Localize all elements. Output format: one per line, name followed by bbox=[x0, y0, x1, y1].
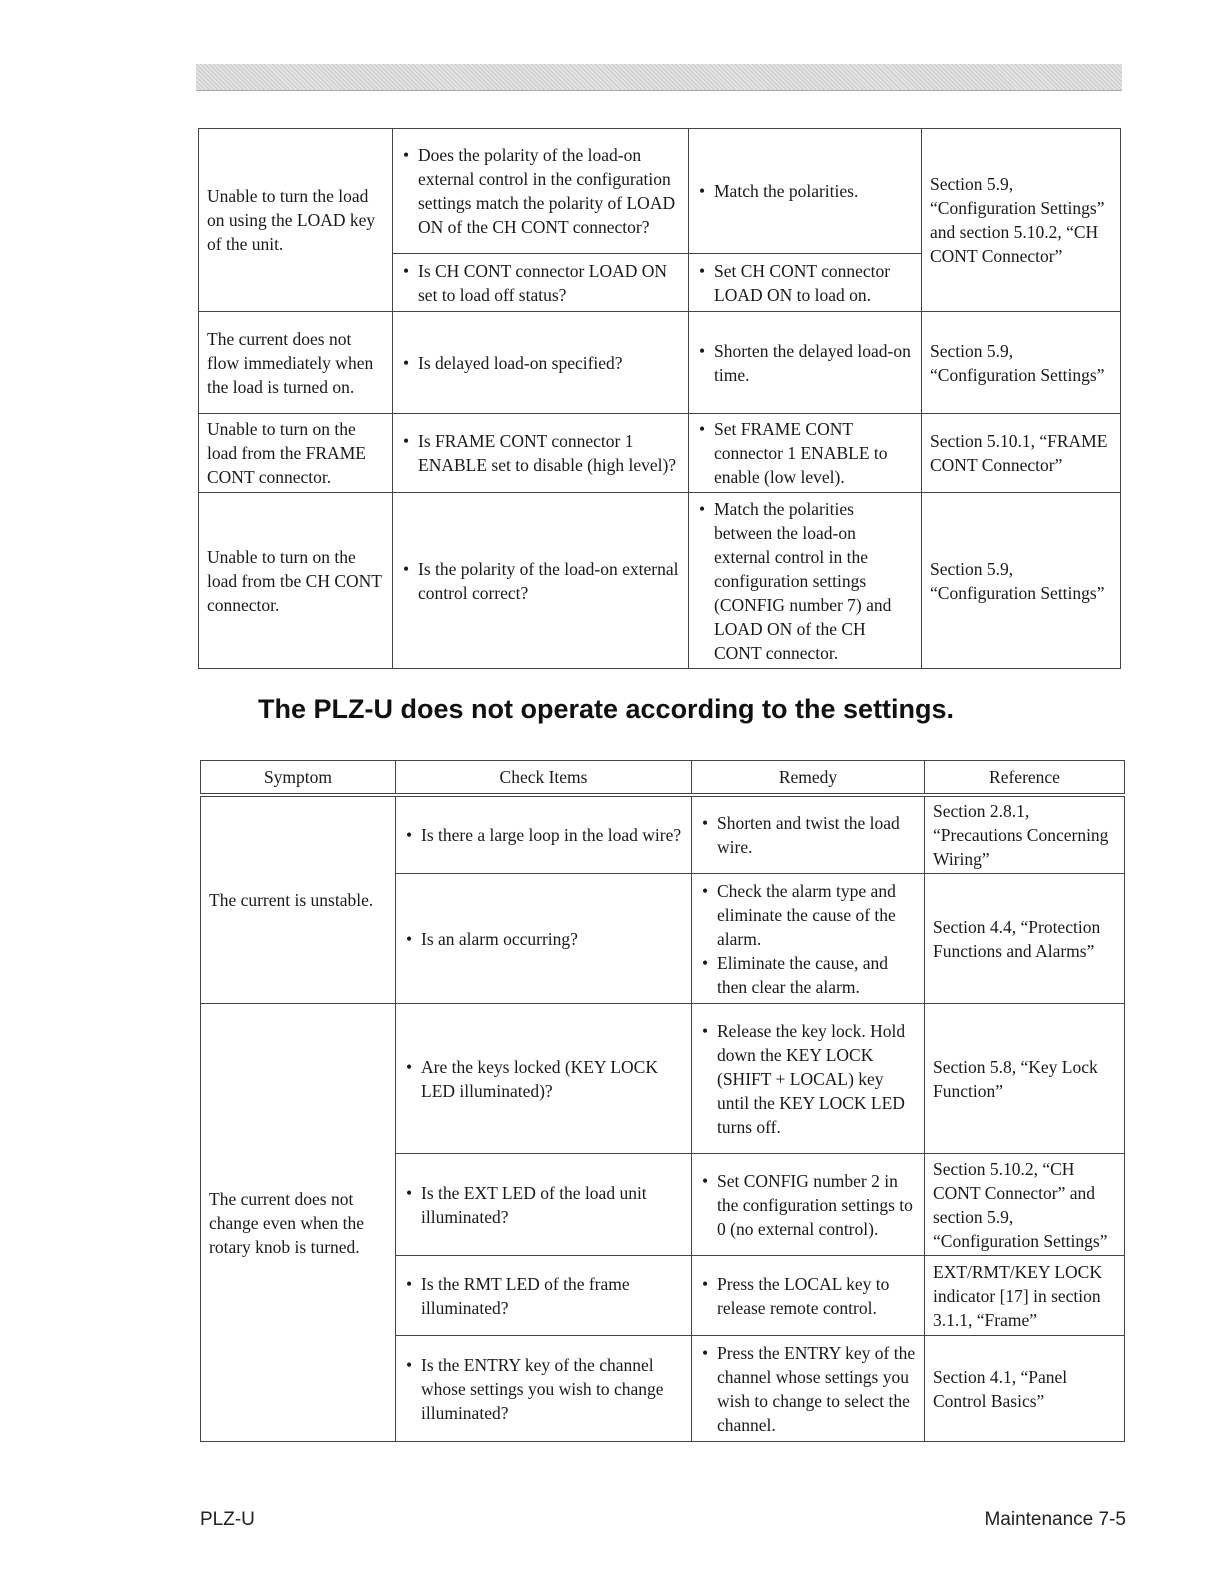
list-item: • Set CH CONT connector LOAD ON to load on. bbox=[697, 259, 913, 307]
reference-cell: Section 4.1, “Panel Control Basics” bbox=[925, 1336, 1125, 1442]
list-item: • Does the polarity of the load-on external control in the configuration settings match the polarity of LOAD ON of the CH CONT connector? bbox=[401, 143, 680, 239]
list-item: • Check the alarm type and eliminate the cause of the alarm. bbox=[700, 879, 916, 951]
list-item: • Press the LOCAL key to release remote control. bbox=[700, 1272, 916, 1320]
check-cell bbox=[393, 129, 689, 254]
troubleshooting-table bbox=[200, 760, 1125, 1442]
header-reference: Reference bbox=[925, 761, 1125, 796]
table-row bbox=[199, 129, 1121, 254]
list-item: • Is the ENTRY key of the channel whose settings you wish to change illuminated? bbox=[404, 1353, 683, 1425]
symptom-cell: The current does not change even when the rotary knob is turned. bbox=[201, 1004, 396, 1442]
list-item: • Match the polarities between the load-on external control in the configuration settings (CONFIG number 7) and LOAD ON of the CH CONT connector. bbox=[697, 497, 913, 665]
header-remedy: Remedy bbox=[692, 761, 925, 796]
symptom-cell: Unable to turn on the load from the FRAME CONT connector. bbox=[199, 414, 393, 493]
footer-product-name: PLZ-U bbox=[200, 1509, 255, 1530]
table-row bbox=[201, 795, 1125, 874]
list-item: • Set FRAME CONT connector 1 ENABLE to enable (low level). bbox=[697, 417, 913, 489]
remedy-cell bbox=[692, 1336, 925, 1442]
header-band bbox=[196, 64, 1122, 91]
remedy-cell bbox=[692, 1004, 925, 1154]
header-check-items: Check Items bbox=[396, 761, 692, 796]
list-item: • Is CH CONT connector LOAD ON set to load off status? bbox=[401, 259, 680, 307]
symptom-cell: The current does not flow immediately when the load is turned on. bbox=[199, 312, 393, 414]
remedy-cell bbox=[689, 312, 922, 414]
remedy-cell bbox=[692, 1154, 925, 1256]
list-item: • Are the keys locked (KEY LOCK LED illuminated)? bbox=[404, 1055, 683, 1103]
table-row bbox=[201, 1004, 1125, 1154]
list-item: • Set CONFIG number 2 in the configuration settings to 0 (no external control). bbox=[700, 1169, 916, 1241]
check-cell bbox=[396, 874, 692, 1004]
reference-cell: Section 4.4, “Protection Functions and Alarms” bbox=[925, 874, 1125, 1004]
check-cell bbox=[393, 414, 689, 493]
reference-cell: Section 5.9, “Configuration Settings” bbox=[922, 312, 1121, 414]
list-item: • Is there a large loop in the load wire? bbox=[404, 823, 683, 847]
list-item: • Shorten the delayed load-on time. bbox=[697, 339, 913, 387]
list-item: • Shorten and twist the load wire. bbox=[700, 811, 916, 859]
check-cell bbox=[396, 1004, 692, 1154]
remedy-cell bbox=[692, 1256, 925, 1336]
list-item: • Is the RMT LED of the frame illuminated? bbox=[404, 1272, 683, 1320]
list-item: • Press the ENTRY key of the channel whose settings you wish to change to select the channel. bbox=[700, 1341, 916, 1437]
header-symptom: Symptom bbox=[201, 761, 396, 796]
remedy-cell bbox=[689, 493, 922, 669]
list-item: • Release the key lock. Hold down the KEY LOCK (SHIFT + LOCAL) key until the KEY LOCK LED turns off. bbox=[700, 1019, 916, 1139]
reference-cell: Section 5.8, “Key Lock Function” bbox=[925, 1004, 1125, 1154]
table-row bbox=[199, 312, 1121, 414]
check-cell bbox=[396, 1256, 692, 1336]
list-item: • Is an alarm occurring? bbox=[404, 927, 683, 951]
troubleshooting-table-continued bbox=[198, 128, 1121, 669]
check-cell bbox=[393, 312, 689, 414]
reference-cell: Section 2.8.1, “Precautions Concerning Wiring” bbox=[925, 795, 1125, 874]
reference-cell: Section 5.10.2, “CH CONT Connector” and section 5.9, “Configuration Settings” bbox=[925, 1154, 1125, 1256]
remedy-cell bbox=[689, 414, 922, 493]
symptom-cell: Unable to turn on the load from tbe CH CONT connector. bbox=[199, 493, 393, 669]
reference-cell: EXT/RMT/KEY LOCK indicator [17] in section 3.1.1, “Frame” bbox=[925, 1256, 1125, 1336]
remedy-cell bbox=[692, 874, 925, 1004]
list-item: • Is the polarity of the load-on external control correct? bbox=[401, 557, 680, 605]
list-item: • Is the EXT LED of the load unit illuminated? bbox=[404, 1181, 683, 1229]
table-row bbox=[199, 493, 1121, 669]
footer-page-number: Maintenance 7-5 bbox=[984, 1509, 1126, 1530]
list-item: • Is delayed load-on specified? bbox=[401, 351, 680, 375]
list-item: • Match the polarities. bbox=[697, 179, 913, 203]
reference-cell: Section 5.10.1, “FRAME CONT Connector” bbox=[922, 414, 1121, 493]
symptom-cell: Unable to turn the load on using the LOAD key of the unit. bbox=[199, 129, 393, 312]
list-item: • Is FRAME CONT connector 1 ENABLE set to disable (high level)? bbox=[401, 429, 680, 477]
check-cell bbox=[393, 493, 689, 669]
check-cell bbox=[396, 795, 692, 874]
table-row bbox=[199, 414, 1121, 493]
remedy-cell bbox=[692, 795, 925, 874]
remedy-cell bbox=[689, 254, 922, 312]
list-item: • Eliminate the cause, and then clear the alarm. bbox=[700, 951, 916, 999]
section-title: The PLZ-U does not operate according to the settings. bbox=[258, 694, 955, 724]
check-cell bbox=[396, 1336, 692, 1442]
reference-cell: Section 5.9, “Configuration Settings” bbox=[922, 493, 1121, 669]
check-cell bbox=[393, 254, 689, 312]
reference-cell: Section 5.9, “Configuration Settings” and section 5.10.2, “CH CONT Connector” bbox=[922, 129, 1121, 312]
check-cell bbox=[396, 1154, 692, 1256]
remedy-cell bbox=[689, 129, 922, 254]
table-header-row bbox=[201, 761, 1125, 796]
symptom-cell: The current is unstable. bbox=[201, 795, 396, 1004]
